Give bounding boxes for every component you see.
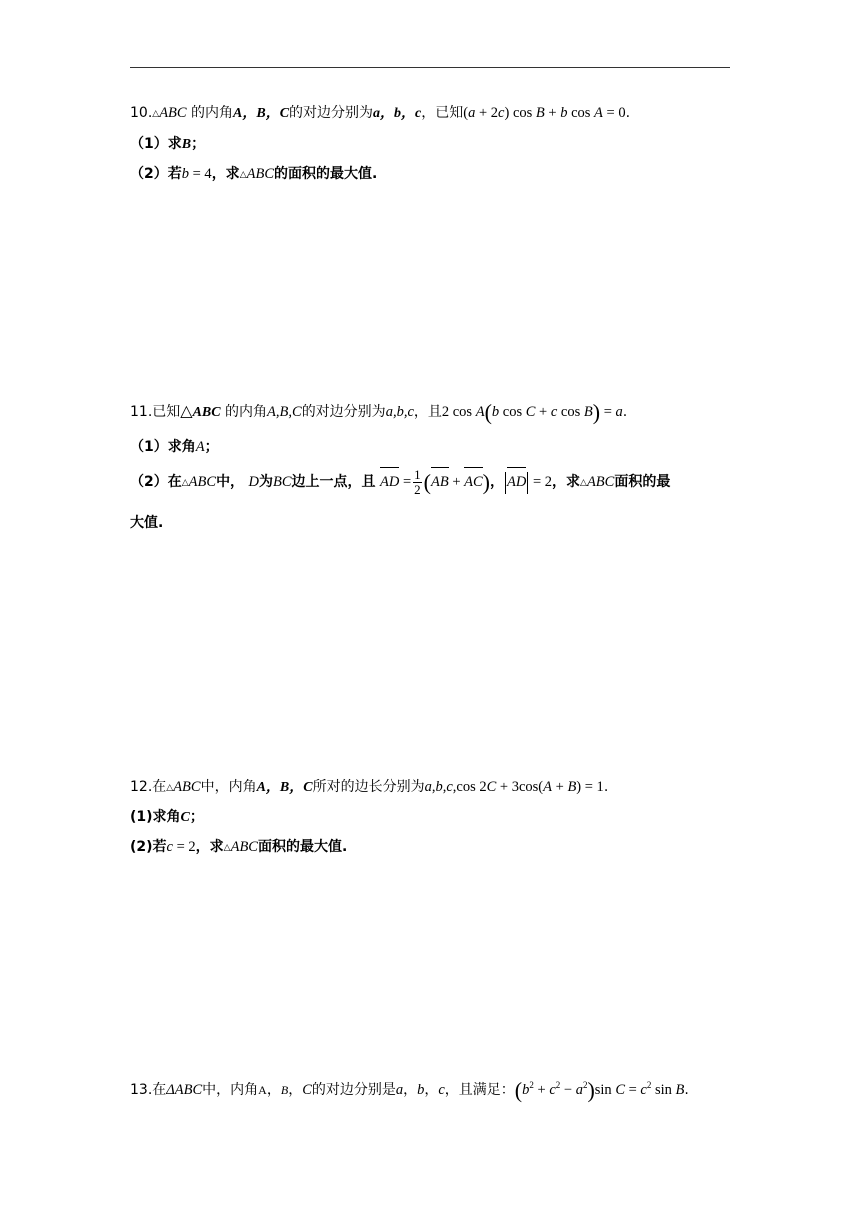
part-text: 边上一点，且 <box>291 474 376 490</box>
stem-text: 在 <box>152 779 167 795</box>
triangle-symbol: △ <box>223 843 231 853</box>
condition-formula: $(b^2 + c^2 - a^2)\sin$ $C = c^2$ sin B <box>514 1077 685 1103</box>
triangle-name: ABC <box>192 405 221 420</box>
triangle-name: ΔABC <box>166 1081 203 1098</box>
triangle-name: ABC <box>230 839 258 855</box>
stem-text: 的内角 <box>225 404 268 420</box>
question-number: 12. <box>130 779 153 795</box>
part-text: 大值. <box>130 515 164 531</box>
part-text: ， <box>489 474 504 490</box>
part-text: 中， <box>216 474 245 490</box>
stem-text: ，且满足： <box>444 1081 515 1098</box>
header-rule <box>130 67 730 68</box>
triangle-symbol: △ <box>181 478 189 488</box>
triangle-name: ABC <box>246 166 274 182</box>
stem-text: 在 <box>152 1081 167 1098</box>
angle-list: A，B，C <box>233 106 290 121</box>
q12-part2 <box>130 837 347 858</box>
triangle-name: ABC <box>159 105 187 121</box>
part-text: 为 <box>259 474 273 490</box>
side-label: c <box>438 1081 445 1098</box>
part-variable: A <box>195 439 205 455</box>
q12-stem: 12.在△ABC中，内角A，B，C所对的边长分别为a,b,c,cos 2C + 3cos(A + B) = 1. <box>130 779 609 795</box>
part-text: ，求 <box>211 166 240 182</box>
triangle-name: ABC <box>173 779 201 795</box>
stem-text: 的对边分别为 <box>301 404 386 420</box>
stem-text: 的对边分别为 <box>289 105 374 121</box>
part-label: （2）若 <box>130 166 182 182</box>
triangle-symbol: △ <box>580 478 587 488</box>
part-text: ，求 <box>195 839 224 855</box>
segment-label: BC <box>273 474 292 490</box>
question-number: 10. <box>130 105 153 121</box>
part-text: 面积的最大值. <box>257 839 348 855</box>
part-label: (2)若 <box>130 839 167 855</box>
stem-text: 已知 <box>152 404 181 420</box>
question-number: 13. <box>130 1081 153 1098</box>
part-text: ，求 <box>552 474 581 490</box>
stem-text: 中，内角 <box>202 1081 259 1098</box>
side-label: b <box>417 1081 425 1098</box>
q10-part1 <box>130 134 205 155</box>
point-label: D <box>248 474 259 490</box>
punctuation: ； <box>204 439 219 455</box>
part-variable: C <box>180 810 190 825</box>
stem-text: ，已知 <box>421 105 464 121</box>
q11-part1 <box>130 437 219 457</box>
triangle-name: ABC <box>586 474 615 490</box>
side-list: a,b,c <box>385 404 414 420</box>
side-list: a，b，c <box>373 106 422 121</box>
q13-stem: 13.在ΔABC中，内角A，B，C的对边分别是a，b，c，且满足：$(b^2 + c^2 - a^2)\sin$ $C = c^2$ sin B. <box>130 1077 689 1103</box>
stem-text: 所对的边长分别为 <box>312 779 425 795</box>
part-label: (1)求角 <box>130 809 181 825</box>
condition-formula: 2 cos A(b cos C + c cos B) = a <box>441 399 623 425</box>
stem-text: 的对边分别是 <box>311 1081 396 1098</box>
angle-label: B <box>280 1082 289 1097</box>
condition-formula: a,b,c,cos 2C + 3cos(A + B) = 1 <box>424 779 604 795</box>
punctuation: ； <box>189 809 204 825</box>
punctuation: ； <box>191 136 206 152</box>
part-variable: B <box>181 137 192 152</box>
q11-part2-cont <box>130 513 163 533</box>
side-label: a <box>395 1081 404 1098</box>
angle-label: C <box>302 1081 312 1098</box>
stem-text: ，且 <box>413 404 442 420</box>
question-number: 11. <box>130 404 153 420</box>
q11-stem: 11.已知△ABC 的内角A,B,C的对边分别为a,b,c，且2 cos A(b cos C + c cos B) = a. <box>130 399 628 425</box>
part-label: （2）在 <box>130 474 182 490</box>
part-text: 的面积的最大值. <box>274 166 378 182</box>
triangle-symbol: △ <box>166 783 174 793</box>
angle-list: A，B，C <box>256 780 313 795</box>
stem-text: 中，内角 <box>200 779 257 795</box>
triangle-symbol: △ <box>239 170 247 180</box>
q10-part2 <box>130 164 377 185</box>
part-condition: b = 4 <box>181 166 212 182</box>
angle-list: A,B,C <box>267 404 302 420</box>
stem-text: 的内角 <box>191 105 234 121</box>
triangle-name: ABC <box>188 474 217 490</box>
q10-stem: 10.△ABC 的内角A，B，C的对边分别为a，b，c，已知(a + 2c) cos B + b cos A = 0. <box>130 105 631 121</box>
q11-part2 <box>130 467 670 498</box>
angle-label: A <box>258 1082 267 1097</box>
vector-formula: AD = $\frac{1}{2}$ (AB + AC) <box>379 467 490 498</box>
part-condition: c = 2 <box>166 839 196 855</box>
part-text: 面积的最 <box>614 474 671 490</box>
part-label: （1）求 <box>130 136 182 152</box>
condition-formula: (a + 2c) cos B + b cos A = 0 <box>463 105 626 121</box>
triangle-symbol: △ <box>152 109 160 119</box>
q12-part1 <box>130 807 204 828</box>
magnitude-formula: AD = 2 <box>504 474 552 490</box>
part-label: （1）求角 <box>130 439 196 455</box>
